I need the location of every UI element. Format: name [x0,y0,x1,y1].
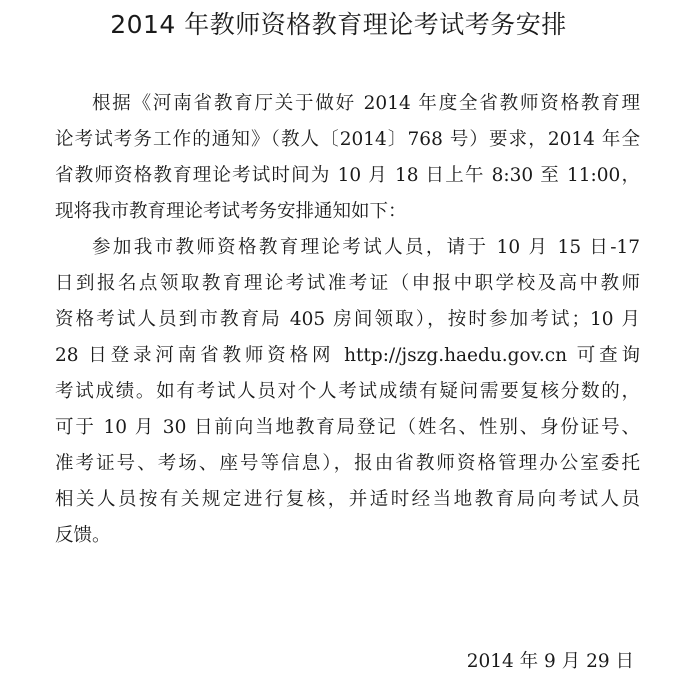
document-title: 2014 年教师资格教育理论考试考务安排 [110,10,567,39]
paragraph-2-line: 28 日登录河南省教师资格网 http://jszg.haedu.gov.cn 可查询 [55,345,640,366]
paragraph-2-line: 考试成绩。如有考试人员对个人考试成绩有疑问需要复核分数的， [55,381,640,402]
paragraph-2-line: 日到报名点领取教育理论考试准考证（申报中职学校及高中教师 [55,273,640,294]
document-body [55,86,640,554]
paragraph-2-line: 参加我市教师资格教育理论考试人员，请于 10 月 15 日-17 [92,237,640,258]
paragraph-2-line: 反馈。 [55,525,111,546]
paragraph-2-line: 相关人员按有关规定进行复核，并适时经当地教育局向考试人员 [55,489,640,510]
paragraph-1-line: 现将我市教育理论考试考务安排通知如下： [55,201,407,222]
paragraph-1-line: 根据《河南省教育厅关于做好 2014 年度全省教师资格教育理 [92,93,640,114]
paragraph-2-line: 可于 10 月 30 日前向当地教育局登记（姓名、性别、身份证号、 [55,417,640,438]
paragraph-2-line: 准考证号、考场、座号等信息），报由省教师资格管理办公室委托 [55,453,640,474]
paragraph-2 [55,230,640,554]
paragraph-2-line: 资格考试人员到市教育局 405 房间领取），按时参加考试；10 月 [55,309,640,330]
paragraph-1-line: 论考试考务工作的通知》（教人〔2014〕768 号）要求，2014 年全 [55,129,640,150]
document-date: 2014 年 9 月 29 日 [466,651,634,672]
paragraph-1 [55,86,640,230]
paragraph-1-line: 省教师资格教育理论考试时间为 10 月 18 日上午 8:30 至 11:00， [55,165,640,186]
